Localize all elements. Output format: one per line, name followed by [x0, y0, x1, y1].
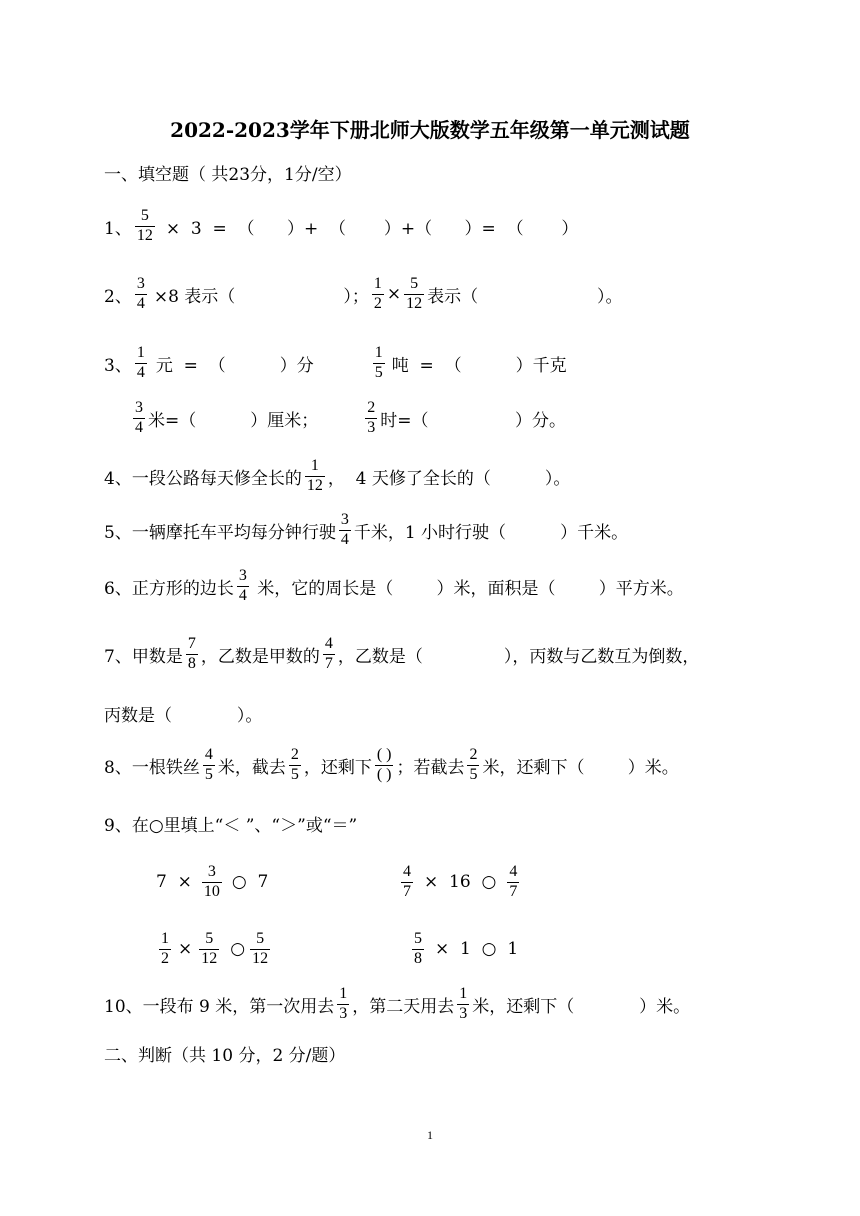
- fraction: $\frac{1}{3}$: [339, 984, 348, 1022]
- fraction: $\frac{5}{12}$: [201, 929, 218, 967]
- question-4: 4、一段公路每天修全长的 $\frac{1}{12}$ ， 4 天修了全长的（ ）。: [104, 456, 571, 494]
- fraction: $\frac{1}{2}$: [373, 274, 382, 312]
- question-1: 1、 $\frac{5}{12}$ × 3 = （ ）+ （ ）+（ ）= （ ）: [104, 206, 579, 244]
- fraction: $\frac{7}{8}$: [187, 634, 196, 672]
- fraction: $\frac{1}{2}$: [161, 929, 169, 967]
- fraction: $\frac{3}{4}$: [340, 510, 349, 548]
- fraction: $\frac{4}{7}$: [509, 862, 518, 900]
- fraction: $\frac{4}{7}$: [403, 862, 411, 900]
- question-9: 9、在○里填上“＜ ”、“＞”或“＝”: [104, 815, 358, 836]
- fraction: $\frac{3}{4}$: [136, 274, 145, 312]
- question-5: 5、一辆摩托车平均每分钟行驶 $\frac{3}{4}$ 千米，1 小时行驶（ ）千米。: [104, 510, 629, 548]
- question-7-continued: 丙数是（ ）。: [104, 705, 263, 726]
- comparison-b: $\frac{4}{7}$ × 16 ○ $\frac{4}{7}$: [403, 862, 518, 900]
- comparison-c: $\frac{1}{2}$ × $\frac{5}{12}$ ○ $\frac{5}{12}$: [161, 929, 269, 967]
- fraction: $\frac{1}{12}$: [306, 456, 323, 494]
- question-6: 6、正方形的边长 $\frac{3}{4}$ 米，它的周长是（ ）米，面积是（ ）平方米。: [104, 566, 684, 604]
- fraction: $\frac{5}{12}$: [406, 274, 423, 312]
- blank-fraction[interactable]: $\frac{( )}{( )}$: [376, 745, 392, 783]
- question-8: 8、一根铁丝 $\frac{4}{5}$ 米，截去 $\frac{2}{5}$ ，还剩下 $\frac{( )}{( )}$ ；若截去 $\frac{2}{5}$ 米，还剩下（ ）米。: [104, 745, 679, 783]
- fraction: $\frac{1}{3}$: [459, 984, 468, 1022]
- fraction: $\frac{3}{4}$: [135, 398, 143, 436]
- fraction: $\frac{2}{5}$: [290, 745, 299, 783]
- fraction: $\frac{5}{8}$: [414, 929, 422, 967]
- page-title: 2022-2023学年下册北师大版数学五年级第一单元测试题: [170, 118, 690, 142]
- fraction: $\frac{4}{5}$: [204, 745, 213, 783]
- fraction: $\frac{1}{5}$: [374, 343, 383, 381]
- fraction: $\frac{5}{12}$: [252, 929, 269, 967]
- question-2: 2、 $\frac{3}{4}$ ×8 表示（ ）； $\frac{1}{2}$ × $\frac{5}{12}$ 表示（ ）。: [104, 274, 623, 312]
- question-3-continued: $\frac{3}{4}$ 米=（ ）厘米； $\frac{2}{3}$ 时=（ ）分。: [135, 398, 567, 436]
- question-3: 3、 $\frac{1}{4}$ 元 = （ ）分 $\frac{1}{5}$ 吨 = （ ）千克: [104, 343, 567, 381]
- fraction: $\frac{1}{4}$: [136, 343, 145, 381]
- page-number: 1: [427, 1128, 433, 1142]
- fraction: $\frac{5}{12}$: [136, 206, 153, 244]
- fraction: $\frac{2}{3}$: [367, 398, 376, 436]
- section-fill-blank-heading: 一、填空题（ 共23分，1分/空）: [104, 164, 352, 185]
- section-judgement-heading: 二、判断（共 10 分，2 分/题）: [104, 1045, 346, 1066]
- question-7: 7、甲数是 $\frac{7}{8}$ ，乙数是甲数的 $\frac{4}{7}$ ，乙数是（ ），丙数与乙数互为倒数，: [104, 634, 700, 672]
- comparison-d: $\frac{5}{8}$ × 1 ○ 1: [414, 929, 519, 967]
- fraction: $\frac{4}{7}$: [324, 634, 333, 672]
- question-10: 10、一段布 9 米，第一次用去 $\frac{1}{3}$ ，第二天用去 $\frac{1}{3}$ 米，还剩下（ ）米。: [104, 984, 691, 1022]
- fraction: $\frac{3}{4}$: [238, 566, 247, 604]
- fraction: $\frac{2}{5}$: [469, 745, 478, 783]
- fraction: $\frac{3}{10}$: [203, 862, 220, 900]
- comparison-a: 7 × $\frac{3}{10}$ ○ 7: [156, 862, 269, 900]
